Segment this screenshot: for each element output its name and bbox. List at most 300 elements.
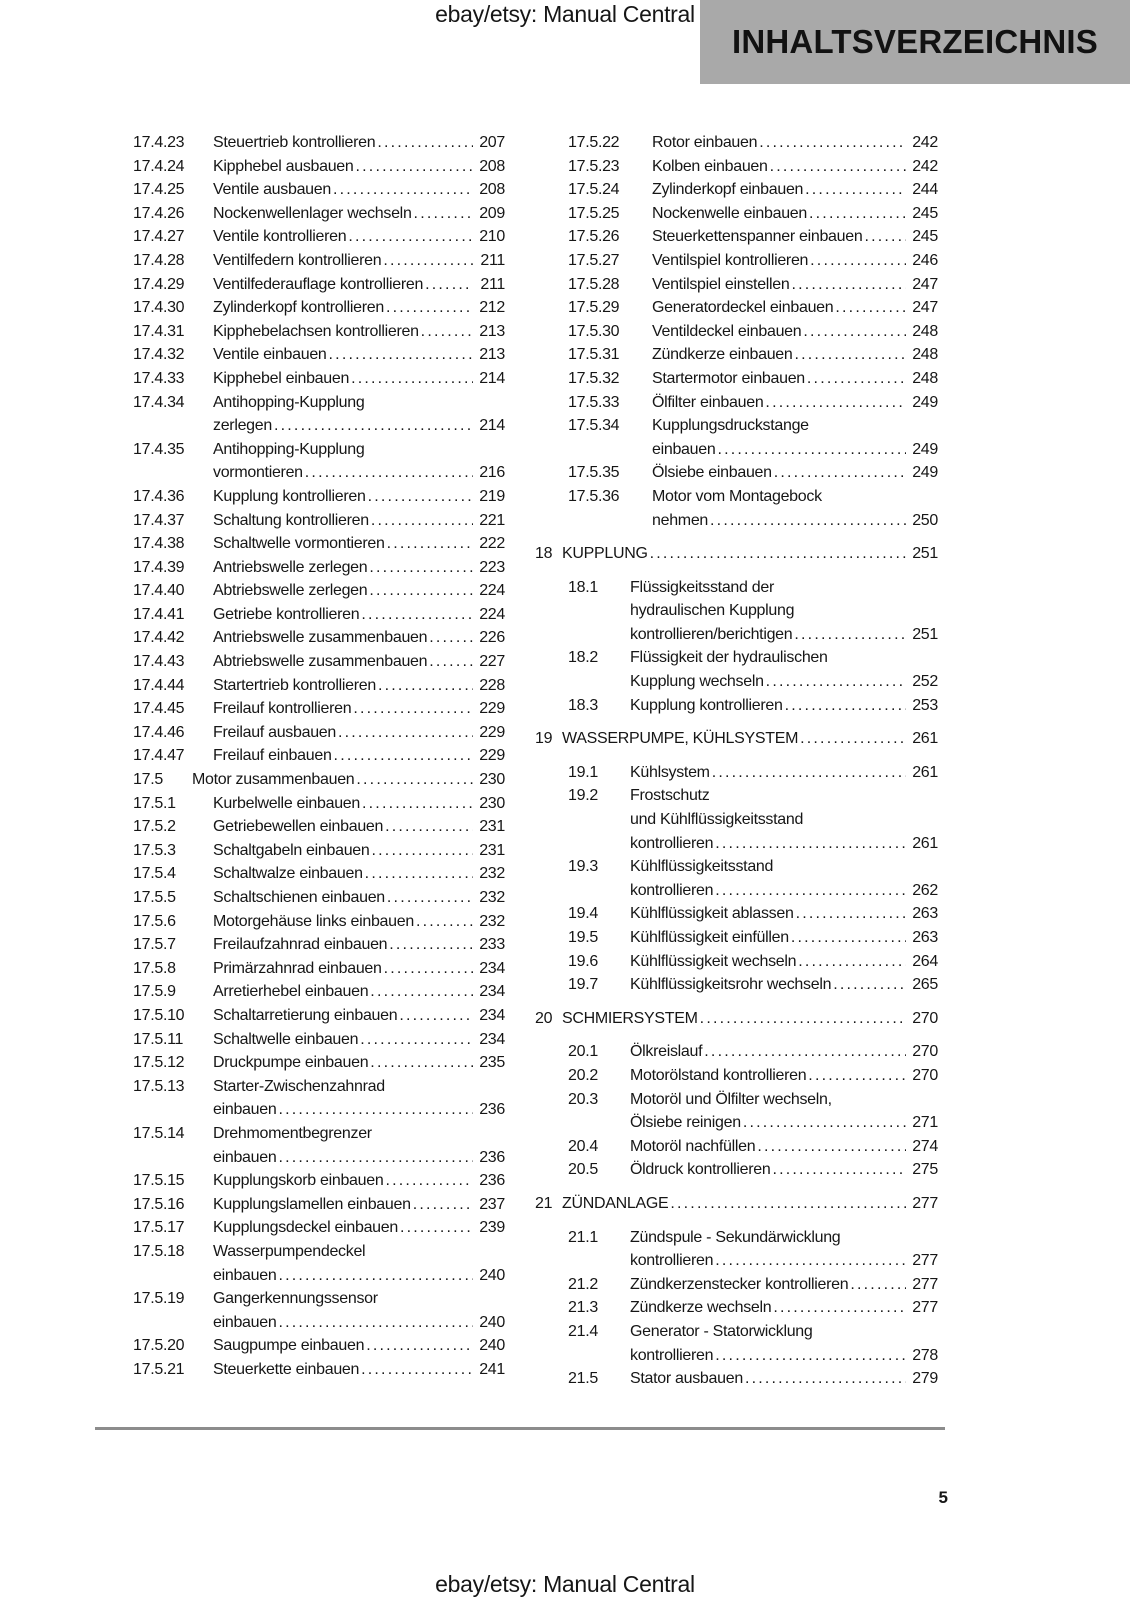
toc-entry-title: Getriebewellen einbauen: [213, 818, 384, 836]
toc-leader-dots: [715, 438, 906, 462]
page-title: INHALTSVERZEICHNIS: [731, 23, 1098, 60]
toc-entry-title: Kühlflüssigkeit einfüllen: [630, 929, 789, 946]
toc-entry-title: kontrollieren: [630, 1252, 714, 1270]
toc-leader-dots: [831, 973, 906, 997]
toc-entry-title: einbauen: [652, 440, 716, 458]
toc-entry: [133, 626, 505, 650]
toc-entry-page: 229: [479, 723, 505, 741]
toc-entry-content: [630, 973, 938, 997]
toc-entry: [133, 509, 505, 533]
toc-entry-last-line: [213, 957, 505, 981]
toc-entry: [568, 1320, 938, 1367]
toc-leader-dots: [385, 532, 473, 556]
toc-entry-title: einbauen: [213, 1313, 277, 1331]
toc-entry: [568, 131, 938, 155]
toc-entry-last-line: [562, 542, 938, 566]
toc-entry-number: 20.5: [568, 1161, 598, 1179]
toc-entry: [133, 768, 505, 792]
toc-entry: [133, 1240, 505, 1287]
toc-entry: [133, 178, 505, 202]
toc-entry: [133, 1287, 505, 1334]
toc-entry-content: [652, 367, 938, 391]
toc-entry: [568, 902, 938, 926]
toc-entry-title: Ölsiebe reinigen: [630, 1114, 741, 1132]
toc-entry-last-line: [652, 438, 938, 462]
toc-entry-page: 236: [479, 1101, 505, 1119]
toc-entry: [568, 1088, 938, 1135]
toc-entry-number: 17.5.7: [133, 936, 176, 954]
toc-leader-dots: [848, 1273, 906, 1297]
toc-entry-page: 275: [912, 1161, 938, 1179]
toc-entry-page: 261: [912, 834, 938, 852]
toc-entry-page: 210: [479, 228, 505, 246]
toc-entry-title: Freilauf ausbauen: [213, 723, 336, 741]
toc-entry-content: [213, 273, 505, 297]
toc-leader-dots: [276, 1098, 473, 1122]
toc-entry-title: Kolben einbauen: [652, 157, 768, 175]
toc-entry-page: 270: [912, 1043, 938, 1061]
toc-entry-last-line: [213, 603, 505, 627]
toc-entry-page: 237: [479, 1195, 505, 1213]
toc-entry-title: kontrollieren: [630, 834, 714, 852]
toc-entry-last-line: [630, 1064, 938, 1088]
toc-entry: [568, 1296, 938, 1320]
toc-entry-number: 17.5.23: [568, 157, 620, 175]
toc-entry: [568, 391, 938, 415]
toc-entry-title: Ventilfederauflage kontrollieren: [213, 275, 424, 293]
toc-entry-content: [213, 933, 505, 957]
toc-entry-title: Motor zusammenbauen: [192, 771, 355, 789]
toc-entry-last-line: [213, 1004, 505, 1028]
toc-entry-last-line: [213, 721, 505, 745]
toc-entry-number: 17.5.2: [133, 818, 176, 836]
toc-entry: [568, 855, 938, 902]
toc-entry-content: [562, 1007, 938, 1031]
toc-entry: [133, 980, 505, 1004]
toc-leader-dots: [276, 1311, 473, 1335]
toc-entry-content: [213, 1075, 505, 1122]
toc-entry-title: Schaltschienen einbauen: [213, 889, 385, 906]
toc-entry-title-line: Gangerkennungssensor: [213, 1290, 378, 1308]
toc-leader-dots: [346, 225, 473, 249]
toc-entry-content: [652, 225, 938, 249]
toc-leader-dots: [349, 367, 473, 391]
toc-entry-title: Rotor einbauen: [652, 134, 758, 151]
toc-entry-number: 17.5.20: [133, 1337, 185, 1355]
toc-entry-content: [213, 697, 505, 721]
toc-entry-page: 242: [912, 134, 938, 151]
toc-entry: [568, 761, 938, 785]
toc-entry-content: [630, 926, 938, 950]
toc-entry-last-line: [213, 1334, 505, 1358]
toc-entry-title: Schaltgabeln einbauen: [213, 841, 370, 859]
toc-entry: [568, 1158, 938, 1182]
toc-entry: [133, 603, 505, 627]
toc-entry-title: Motorölstand kontrollieren: [630, 1066, 807, 1084]
toc-entry-content: [652, 296, 938, 320]
toc-entry: [133, 320, 505, 344]
toc-entry-page: 236: [479, 1172, 505, 1190]
toc-entry-page: 214: [479, 417, 505, 435]
toc-entry: [568, 296, 938, 320]
toc-entry: [133, 1004, 505, 1028]
toc-leader-dots: [332, 744, 473, 768]
toc-entry-title: Ventildeckel einbauen: [652, 322, 802, 340]
toc-entry-title: KUPPLUNG: [562, 545, 648, 563]
toc-entry-content: [213, 296, 505, 320]
toc-entry-content: [630, 1320, 938, 1367]
toc-entry-content: [213, 1051, 505, 1075]
toc-entry-number: 19.1: [568, 763, 598, 781]
toc-entry-last-line: [630, 1158, 938, 1182]
toc-entry-content: [213, 367, 505, 391]
toc-entry: [133, 1169, 505, 1193]
toc-entry-last-line: [652, 343, 938, 367]
toc-entry-title: Steuertrieb kontrollieren: [213, 134, 376, 151]
toc-entry-number: 17.5.34: [568, 417, 620, 435]
toc-entry-number: 17.5.33: [568, 393, 620, 411]
toc-entry-page: 219: [479, 487, 505, 505]
toc-entry-number: 17.5.29: [568, 299, 620, 317]
toc-entry-last-line: [630, 926, 938, 950]
toc-leader-dots: [833, 296, 906, 320]
toc-entry-number: 17.5.19: [133, 1290, 185, 1308]
toc-entry: [568, 1273, 938, 1297]
toc-entry-last-line: [213, 579, 505, 603]
toc-entry-content: [213, 744, 505, 768]
toc-entry-content: [652, 320, 938, 344]
toc-leader-dots: [764, 670, 906, 694]
toc-entry-number: 17.5.30: [568, 322, 620, 340]
toc-entry-content: [630, 1088, 938, 1135]
toc-column-right: [535, 131, 938, 1391]
toc-entry-last-line: [630, 1111, 938, 1135]
toc-entry-content: [652, 343, 938, 367]
toc-entry-number: 17.5.26: [568, 228, 620, 246]
toc-entry-page: 216: [479, 464, 505, 482]
toc-entry-last-line: [213, 367, 505, 391]
toc-entry: [133, 391, 505, 438]
toc-entry-title: SCHMIERSYSTEM: [562, 1009, 698, 1027]
toc-entry: [133, 674, 505, 698]
toc-entry-last-line: [562, 1192, 938, 1216]
toc-entry-last-line: [213, 980, 505, 1004]
toc-entry-last-line: [630, 1273, 938, 1297]
toc-entry: [568, 485, 938, 532]
toc-entry: [133, 815, 505, 839]
toc-entry-page: 265: [912, 976, 938, 994]
toc-entry-title: Generatordeckel einbauen: [652, 299, 834, 317]
toc-leader-dots: [360, 792, 473, 816]
toc-entry: [133, 1075, 505, 1122]
toc-entry: [535, 1192, 938, 1216]
toc-entry-number: 17.5.18: [133, 1242, 185, 1260]
toc-entry-content: [213, 603, 505, 627]
toc-entry: [133, 202, 505, 226]
toc-entry-number: 17.4.43: [133, 653, 185, 671]
toc-entry-title-line: Antihopping-Kupplung: [213, 393, 365, 411]
toc-entry-content: [213, 886, 505, 910]
toc-entry-title: Schaltung kontrollieren: [213, 511, 369, 529]
toc-entry-content: [213, 509, 505, 533]
toc-entry-title: Ölfilter einbauen: [652, 393, 764, 411]
toc-entry-number: 17.5.13: [133, 1077, 185, 1095]
toc-entry-number: 21.3: [568, 1299, 598, 1317]
toc-entry-last-line: [213, 697, 505, 721]
toc-leader-dots: [862, 225, 906, 249]
toc-entry-content: [213, 1122, 505, 1169]
toc-entry-page: 247: [912, 275, 938, 293]
toc-leader-dots: [414, 910, 473, 934]
toc-leader-dots: [792, 623, 906, 647]
toc-leader-dots: [743, 1367, 906, 1391]
toc-leader-dots: [708, 509, 906, 533]
toc-entry-title-line: Frostschutz: [630, 787, 710, 805]
toc-entry: [133, 792, 505, 816]
toc-entry-number: 17.5.28: [568, 275, 620, 293]
toc-entry-number: 17.5.16: [133, 1195, 185, 1213]
toc-entry-title: Schaltarretierung einbauen: [213, 1006, 398, 1024]
toc-entry-title: Kurbelwelle einbauen: [213, 794, 361, 812]
toc-entry-title-line: Drehmomentbegrenzer: [213, 1124, 372, 1142]
toc-entry-page: 213: [479, 322, 505, 340]
toc-entry-content: [630, 902, 938, 926]
toc-entry-page: 252: [912, 673, 938, 691]
toc-entry-content: [213, 249, 505, 273]
toc-entry-content: [213, 1193, 505, 1217]
toc-entry-last-line: [630, 1367, 938, 1391]
toc-entry-page: 240: [479, 1337, 505, 1355]
toc-entry-content: [213, 155, 505, 179]
toc-entry-title: Ventilspiel kontrollieren: [652, 251, 809, 269]
toc-leader-dots: [755, 1135, 906, 1159]
toc-leader-dots: [770, 1158, 906, 1182]
toc-entry-last-line: [213, 1146, 505, 1170]
toc-entry-page: 249: [912, 393, 938, 411]
toc-entry-content: [213, 202, 505, 226]
toc-leader-dots: [789, 926, 906, 950]
toc-entry-title-line: Antihopping-Kupplung: [213, 440, 365, 458]
toc-leader-dots: [375, 131, 473, 155]
toc-entry-page: 247: [912, 299, 938, 317]
toc-entry: [133, 933, 505, 957]
toc-entry: [133, 744, 505, 768]
toc-entry-page: 261: [912, 763, 938, 781]
toc-leader-dots: [354, 155, 473, 179]
toc-entry: [133, 910, 505, 934]
toc-entry-title: Ölkreislauf: [630, 1043, 703, 1061]
toc-entry-content: [652, 155, 938, 179]
toc-entry-last-line: [630, 832, 938, 856]
toc-entry-number: 17.4.28: [133, 251, 185, 269]
toc-leader-dots: [798, 727, 906, 751]
toc-entry-page: 246: [912, 251, 938, 269]
toc-entry-title: Schaltwelle einbauen: [213, 1030, 359, 1048]
toc-entry-page: 263: [912, 929, 938, 946]
toc-entry-title: Abtriebswelle zerlegen: [213, 582, 368, 600]
toc-leader-dots: [648, 542, 906, 566]
toc-entry-last-line: [213, 1098, 505, 1122]
toc-entry-number: 17.4.47: [133, 747, 185, 765]
toc-entry-page: 261: [912, 730, 938, 748]
toc-entry-last-line: [213, 131, 505, 155]
toc-entry-last-line: [652, 367, 938, 391]
toc-entry-last-line: [213, 839, 505, 863]
toc-entry-title: Kühlflüssigkeit wechseln: [630, 952, 797, 970]
toc-entry: [133, 1028, 505, 1052]
toc-entry-last-line: [213, 1193, 505, 1217]
toc-leader-dots: [376, 674, 473, 698]
toc-entry-last-line: [652, 296, 938, 320]
toc-entry-last-line: [213, 273, 505, 297]
toc-entry-last-line: [213, 343, 505, 367]
toc-leader-dots: [336, 721, 473, 745]
toc-entry-last-line: [213, 1264, 505, 1288]
toc-entry-content: [213, 815, 505, 839]
toc-entry: [568, 973, 938, 997]
toc-entry-page: 248: [912, 346, 938, 364]
toc-entry-title-line: Motoröl und Ölfilter wechseln,: [630, 1090, 832, 1108]
toc-entry-number: 17.4.40: [133, 582, 185, 600]
toc-entry-content: [630, 1273, 938, 1297]
toc-entry-page: 211: [480, 275, 505, 293]
toc-entry-page: 245: [912, 204, 938, 222]
toc-entry-number: 20.1: [568, 1043, 598, 1061]
toc-entry-last-line: [213, 674, 505, 698]
toc-entry-last-line: [213, 862, 505, 886]
toc-entry-page: 240: [479, 1266, 505, 1284]
toc-entry-title: Antriebswelle zusammenbauen: [213, 629, 428, 647]
toc-leader-dots: [772, 461, 906, 485]
toc-entry-page: 251: [912, 545, 938, 563]
toc-leader-dots: [713, 1344, 906, 1368]
toc-entry-page: 208: [479, 157, 505, 175]
toc-entry-content: [213, 556, 505, 580]
toc-entry-number: 19.7: [568, 976, 598, 994]
toc-entry-number: 17.4.25: [133, 181, 185, 199]
toc-entry: [133, 721, 505, 745]
page-number: 5: [938, 1488, 948, 1507]
toc-entry-page: 277: [912, 1252, 938, 1270]
toc-entry: [133, 1334, 505, 1358]
toc-entry-content: [213, 1240, 505, 1287]
toc-entry-last-line: [630, 670, 938, 694]
toc-entry-last-line: [213, 933, 505, 957]
toc-entry-last-line: [213, 626, 505, 650]
toc-entry-content: [652, 249, 938, 273]
toc-entry-page: 277: [912, 1299, 938, 1317]
toc-leader-dots: [397, 1004, 473, 1028]
toc-entry-title-line: Flüssigkeit der hydraulischen: [630, 649, 828, 667]
toc-entry: [568, 155, 938, 179]
toc-entry-title: ZÜNDANLAGE: [562, 1194, 669, 1212]
toc-leader-dots: [387, 933, 473, 957]
toc-entry-number: 17.5.17: [133, 1219, 185, 1237]
toc-entry-content: [630, 576, 938, 647]
toc-entry-page: 262: [912, 881, 938, 899]
toc-entry-title: Ventilfedern kontrollieren: [213, 251, 382, 269]
toc-entry-page: 234: [479, 959, 505, 977]
toc-entry-content: [213, 131, 505, 155]
toc-entry-title-line: Wasserpumpendeckel: [213, 1242, 366, 1260]
toc-leader-dots: [411, 1193, 473, 1217]
toc-entry-title: Kupplungskorb einbauen: [213, 1172, 384, 1190]
toc-entry: [568, 694, 938, 718]
toc-entry: [568, 646, 938, 693]
toc-entry-content: [652, 414, 938, 461]
toc-entry: [568, 1367, 938, 1391]
toc-entry-last-line: [630, 950, 938, 974]
toc-entry-page: 270: [912, 1009, 938, 1027]
toc-entry-page: 264: [912, 952, 938, 970]
toc-entry-page: 212: [479, 299, 505, 317]
toc-entry-title: Kipphebelachsen kontrollieren: [213, 322, 419, 340]
toc-leader-dots: [383, 815, 473, 839]
toc-leader-dots: [363, 862, 473, 886]
toc-entry-page: 234: [479, 1006, 505, 1024]
toc-entry-page: 214: [479, 369, 505, 387]
toc-entry-title-line: Kühlflüssigkeitsstand: [630, 858, 774, 876]
toc-leader-dots: [368, 980, 473, 1004]
toc-entry: [568, 249, 938, 273]
toc-entry: [535, 727, 938, 751]
toc-entry-title: Antriebswelle zerlegen: [213, 558, 368, 576]
toc-entry-title: Primärzahnrad einbauen: [213, 959, 382, 977]
toc-entry-title-line: hydraulischen Kupplung: [630, 602, 795, 620]
toc-entry-number: 17.5.24: [568, 181, 620, 199]
toc-entry-number: 21: [535, 1194, 553, 1212]
toc-leader-dots: [801, 320, 906, 344]
toc-entry-last-line: [652, 155, 938, 179]
toc-entry-number: 18.3: [568, 696, 598, 714]
toc-entry-title: Ventilspiel einstellen: [652, 275, 790, 293]
toc-leader-dots: [276, 1146, 473, 1170]
toc-leader-dots: [359, 603, 473, 627]
toc-entry-content: [630, 1135, 938, 1159]
toc-entry-title: Schaltwalze einbauen: [213, 865, 363, 883]
toc-entry-page: 223: [479, 558, 505, 576]
toc-entry-last-line: [562, 727, 938, 751]
toc-entry-page: 228: [479, 676, 505, 694]
toc-entry-title: Zündkerze wechseln: [630, 1299, 772, 1317]
toc-entry-page: 240: [479, 1313, 505, 1331]
toc-column-left: [133, 131, 505, 1381]
toc-entry-content: [630, 1158, 938, 1182]
toc-entry-title: Saugpumpe einbauen: [213, 1337, 365, 1355]
toc-entry-number: 17.4.42: [133, 629, 185, 647]
toc-entry-last-line: [630, 902, 938, 926]
toc-entry-number: 17.4.45: [133, 700, 185, 718]
toc-entry-title: Steuerkettenspanner einbauen: [652, 228, 863, 246]
toc-entry-last-line: [213, 414, 505, 438]
toc-entry-title: einbauen: [213, 1101, 277, 1119]
toc-leader-dots: [710, 761, 906, 785]
toc-entry-content: [630, 855, 938, 902]
toc-entry-content: [213, 957, 505, 981]
toc-entry-number: 20.3: [568, 1090, 598, 1108]
toc-entry-title: einbauen: [213, 1266, 277, 1284]
toc-entry-last-line: [630, 1135, 938, 1159]
toc-entry-last-line: [630, 879, 938, 903]
toc-entry-content: [562, 727, 938, 751]
toc-entry-title: Ventile ausbauen: [213, 181, 331, 199]
toc-entry-page: 209: [479, 204, 505, 222]
toc-entry-last-line: [213, 461, 505, 485]
toc-entry-last-line: [213, 1358, 505, 1382]
toc-entry-number: 17.5.12: [133, 1054, 185, 1072]
toc-entry-page: 222: [479, 535, 505, 553]
toc-leader-dots: [768, 155, 906, 179]
